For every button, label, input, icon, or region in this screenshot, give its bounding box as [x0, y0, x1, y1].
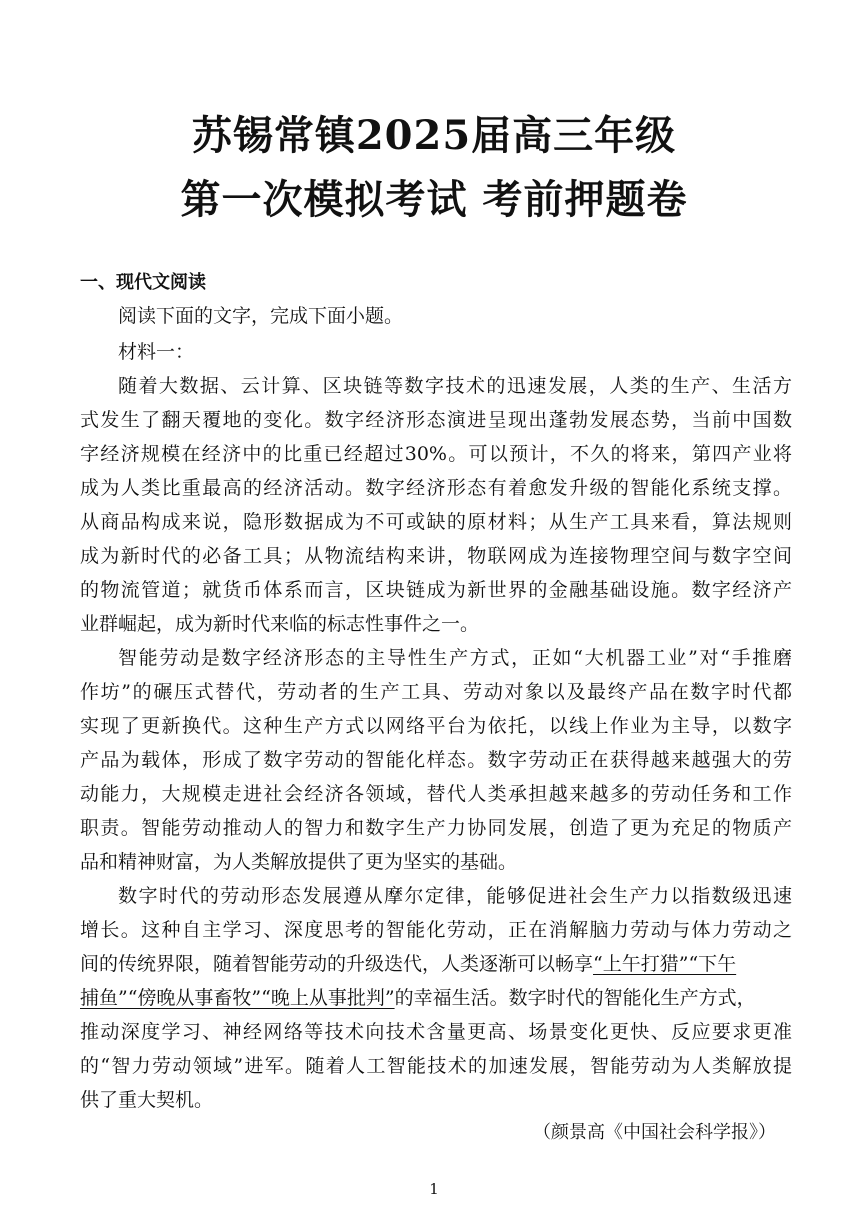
article-line-with-underline: [80, 952, 736, 976]
article-line: 产品为载体，形成了数字劳动的智能化样态。数字劳动正在获得越来越强大的劳: [80, 749, 792, 771]
underlined-phrase: 捕鱼”“傍晚从事畜牧”“晚上从事批判”: [80, 987, 395, 1009]
article-line: 作坊”的碾压式替代，劳动者的生产工具、劳动对象以及最终产品在数字时代都: [80, 681, 792, 703]
section-heading: 一、现代文阅读: [80, 272, 206, 293]
article-line: 字经济规模在经济中的比重已经超过30%。可以预计，不久的将来，第四产业将: [80, 443, 792, 465]
article-line: 智能劳动是数字经济形态的主导性生产方式，正如“大机器工业”对“手推磨: [118, 647, 792, 669]
article-text: 间的传统界限，随着智能劳动的升级迭代，人类逐渐可以畅享: [80, 953, 594, 975]
page-number: 1: [429, 1180, 439, 1198]
article-line-with-underline: [80, 986, 756, 1010]
article-line: 业群崛起，成为新时代来临的标志性事件之一。: [80, 613, 480, 635]
article-line: 供了重大契机。: [80, 1089, 214, 1111]
article-line: 增长。这种自主学习、深度思考的智能化劳动，正在消解脑力劳动与体力劳动之: [80, 919, 792, 941]
article-line: 成为人类比重最高的经济活动。数字经济形态有着愈发升级的智能化系统支撑。: [80, 477, 792, 499]
article-line: 数字时代的劳动形态发展遵从摩尔定律，能够促进社会生产力以指数级迅速: [118, 885, 792, 907]
article-line: 实现了更新换代。这种生产方式以网络平台为依托，以线上作业为主导，以数字: [80, 715, 792, 737]
exam-title-line1: 苏锡常镇2025届高三年级: [191, 112, 677, 159]
article-line: 的物流管道；就货币体系而言，区块链成为新世界的金融基础设施。数字经济产: [80, 579, 792, 601]
material-label: 材料一：: [118, 341, 195, 363]
article-line: 职责。智能劳动推动人的智力和数字生产力协同发展，创造了更为充足的物质产: [80, 817, 792, 839]
article-line: 动能力，大规模走进社会经济各领域，替代人类承担越来越多的劳动任务和工作: [80, 783, 792, 805]
underlined-phrase: “上午打猎”“下午: [593, 953, 737, 975]
article-line: 推动深度学习、神经网络等技术向技术含量更高、场景变化更快、反应要求更准: [80, 1021, 792, 1043]
article-line: 随着大数据、云计算、区块链等数字技术的迅速发展，人类的生产、生活方: [118, 375, 792, 397]
instruction-text: 阅读下面的文字，完成下面小题。: [118, 305, 404, 327]
article-line: 成为新时代的必备工具；从物流结构来讲，物联网成为连接物理空间与数字空间: [80, 545, 792, 567]
exam-title-line2: 第一次模拟考试 考前押题卷: [180, 176, 688, 223]
article-line: 从商品构成来说，隐形数据成为不可或缺的原材料；从生产工具来看，算法规则: [80, 511, 792, 533]
article-line: 的“智力劳动领域”进军。随着人工智能技术的加速发展，智能劳动为人类解放提: [80, 1055, 792, 1077]
article-line: 品和精神财富，为人类解放提供了更为坚实的基础。: [80, 851, 518, 873]
article-text: 的幸福生活。数字时代的智能化生产方式，: [394, 987, 756, 1009]
article-source: （颜景高《中国社会科学报》）: [533, 1122, 776, 1143]
article-line: 式发生了翻天覆地的变化。数字经济形态演进呈现出蓬勃发展态势，当前中国数: [80, 409, 792, 431]
